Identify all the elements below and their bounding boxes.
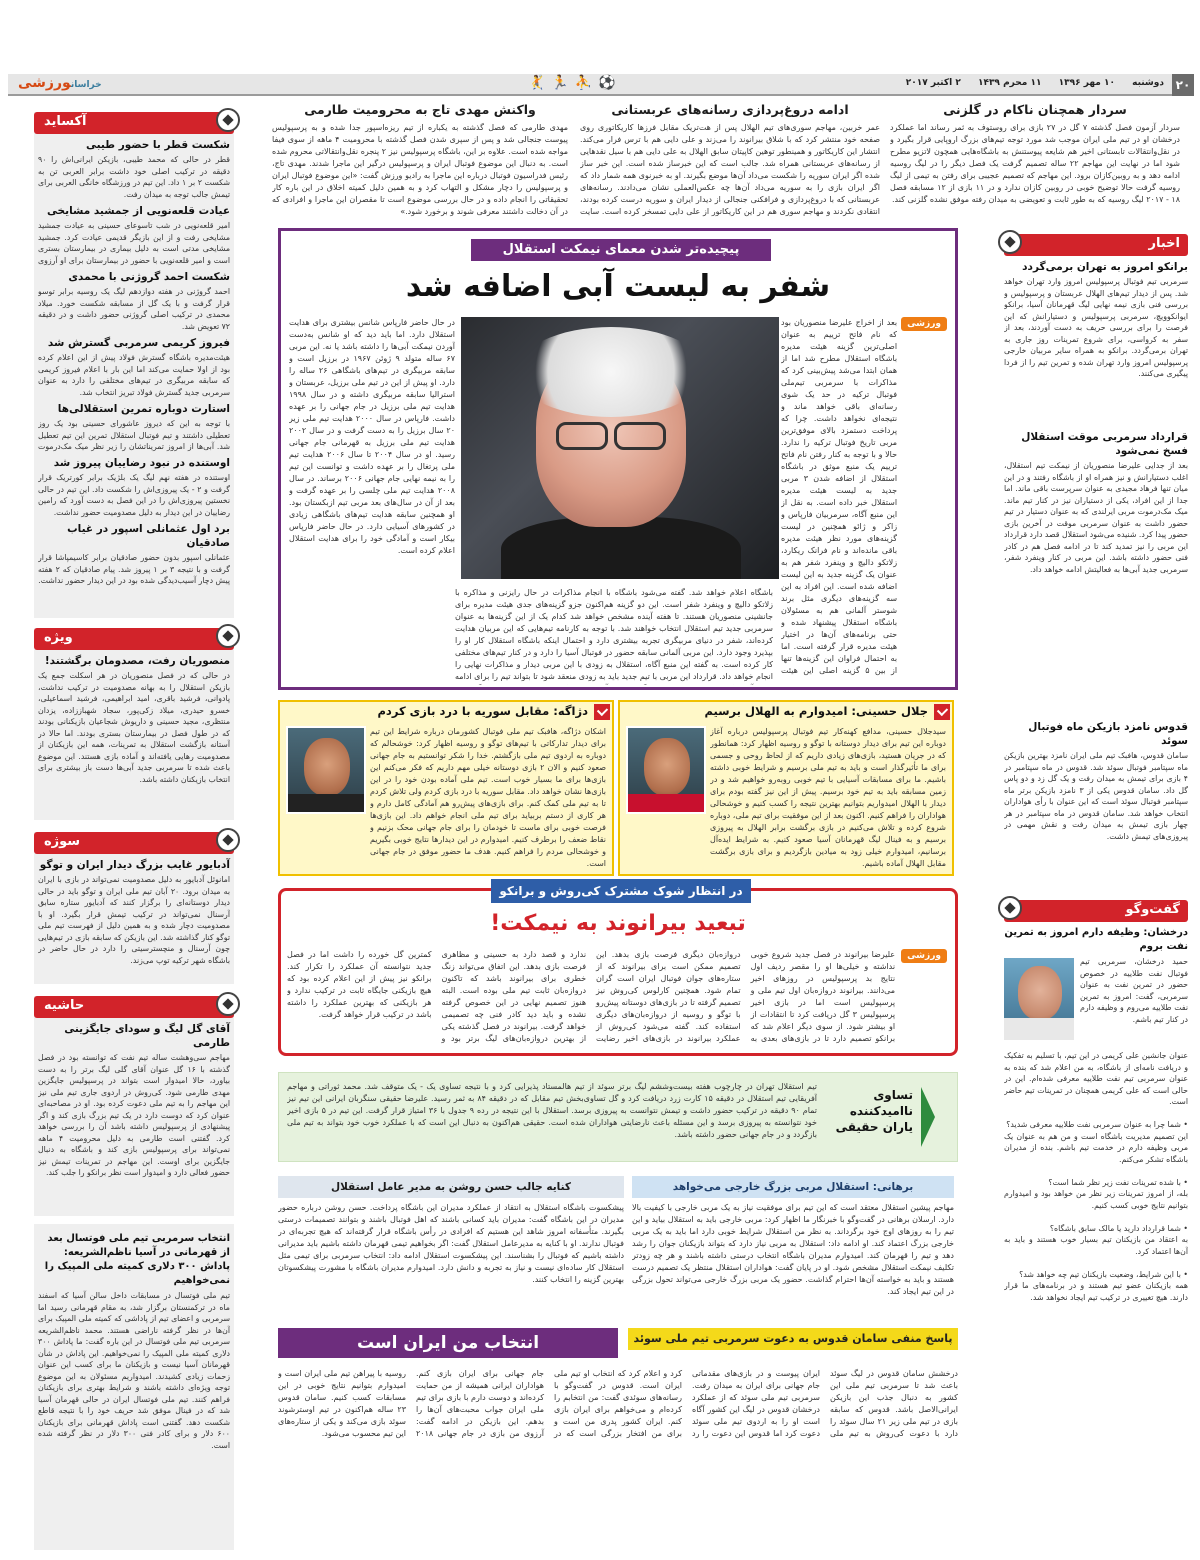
subject-body: امانوئل آدبایور به دلیل مصدومیت نمی‌تواند در بازی با ایران به میدان برود. ۲۰ آبان تیم ملی ایران و توگو باید در حالی دیدار دوستانه‌ای را برگزار کنند که آدبایور ستاره سابق آرسنال نمی‌تواند در ترکیب تیمش قرار بگیرد. او با مصدومیت دچار شده و به همین دلیل از فهرست تیم ملی توگو کنار گذاشته شد. این بازیکن که سابقه بازی در تیم‌هایی چون آرسنال و منچسترسیتی را دارد در حال حاضر در باشگاه شهر ترکیه توپ می‌زند. xyxy=(38,875,230,965)
section-title: گفت‌وگو xyxy=(1125,902,1180,917)
logo-prefix: خراسان xyxy=(70,80,102,90)
section-header-offside xyxy=(34,112,234,134)
margin-heading: آقای گل لیگ و سودای جایگزینی طارمی xyxy=(64,1023,230,1049)
interview-body: اشکان دژاگه، هافبک تیم ملی فوتبال کشورمان درباره شرایط این تیم برای دیدار تدارکاتی با تیم‌های توگو و روسیه اظهار کرد: خوشحالم که دوباره به اردوی تیم ملی بازگشتم. خدا را شکر توانستیم به جام جهانی صعود کنیم و الان ۲ بازی دوستانه خیلی مهم داریم که فکر می‌کنم این بازی‌ها برای ما بسیار خوب است. تیم ملی آماده بودن خود را در این بازی‌ها نشان خواهد داد. مقابل سوریه با درد بازی کردم ولی تلاش کردم تا به تیم ملی کمک کنم. برای بازی‌های پیش‌رو هم آمادگی کامل دارم و هر کاری از دستم بربیاید برای تیم ملی انجام خواهم داد. این بازی‌ها فرصت خوبی برای ماست تا خودمان را برای جام جهانی محک بزنیم و نقاط ضعف را برطرف کنیم. امیدوارم در این دیدارها نتایج خوبی بگیریم و خوشحالی مردم را فراهم کنیم. هدف ما حضور موفق در جام جهانی است. xyxy=(370,727,606,868)
futsal-heading: انتخاب سرمربی تیم ملی فوتسال بعد از قهرمانی در آسیا ناظم‌الشریعه: پاداش ۳۰۰ دلاری کمیته ملی المپیک را نمی‌خواهیم xyxy=(44,1233,230,1286)
green-body: تیم استقلال تهران در چارچوب هفته بیست‌وششم لیگ برتر سوئد از تیم هالمستاد پذیرایی کرد و با نتیجه تساوی یک - یک متوقف شد. محمد ثوراتی و مهاجم آفریقایی تیم استقلال در دقیقه ۱۵ کارت زرد دریافت کرد و گل تساوی‌بخش تیم مقابل که در دقیقه ۸۴ به ثمر رسید. علیرضا حقیقی سنگربان ایرانی این تیم نیز تمام ۹۰ دقیقه در ترکیب حضور داشت و تیمش نتوانست به پیروزی برسد. استقلال با این نتیجه در رده ۹ جدول با ۳۶ امتیاز قرار گرفت. این تیم در ۵ بازی اخیر خود نتوانسته به پیروزی برسد و این مسئله باعث نارضایتی هواداران شده است. حقیقی هم‌اکنون به دنبال این است که با عملکرد خوب خود بتواند به تیم ملی بازگردد و در جام جهانی حضور داشته باشد. xyxy=(287,1082,817,1139)
news-body: سرمربی تیم فوتبال پرسپولیس امروز وارد تهران خواهد شد. پس از دیدار تیم‌های الهلال عربستان و پرسپولیس و بررسی فنی بازی نیمه نهایی لیگ قهرمانان آسیا، برانکو ایوانکوویچ، سرمربی پرسپولیس و دستیارانش که این فرصت را برای بررسی حریف به دست آوردند، بعد از سفر به کرواسی، برای شروع تمرینات روز جاری به تهران برمی‌گردد. برانکو به همراه سایر مربیان خارجی پرسپولیس امروز وارد تهران شده و تمرین تیم را از فردا پیگیری می‌کنند. xyxy=(1004,277,1188,378)
top-story-1 xyxy=(890,102,1180,220)
offside-heading: اوستنده در نبود رضاییان پیروز شد xyxy=(53,457,230,469)
interview-body: سیدجلال حسینی، مدافع کهنه‌کار تیم فوتبال پرسپولیس درباره آغاز دوباره این تیم برای دیدار دوستانه با توگو و روسیه اظهار کرد: همانطور که در جریان هستید، بازی‌های زیادی داریم که از لحاظ روحی و جسمی برای ما تأثیرگذار است و باید به تیم ملی برسیم و شرایط خوبی داشته باشیم. ما برای مسابقات آسیایی با تیم خوبی روبه‌رو خواهیم شد و در زمین مسابقه باید به تیم خود برسیم. پیش از این نیز گفته بودم برای دیدار با الهلال امیدواریم بتوانیم بهترین نتیجه را کسب کنیم و خوشحالی هواداران را فراهم کنیم. اکنون بعد از این موفقیت برای تیم ملی، دوباره شروع کرده و تلاش می‌کنیم در بازی برگشت برابر الهلال به پیروزی برسیم و به فینال لیگ قهرمانان آسیا صعود کنیم. به شرایط ایده‌آل برسانیم، امیدوارم خیلی زود به میادین بازگردیم و برای بازی برگشت مقابل الهلال آماده باشیم. xyxy=(710,727,946,868)
section-title: ویژه xyxy=(44,630,73,645)
section-header-margin xyxy=(34,996,234,1018)
top-story-2 xyxy=(580,102,880,220)
news-heading: قدوس نامزد بازیکن ماه فوتبال سوئد xyxy=(1028,721,1188,747)
interview-title: دژاگه: مقابل سوریه با درد بازی کردم xyxy=(377,704,588,718)
darakhshan-photo xyxy=(1004,958,1074,1040)
futsal-body: تیم ملی فوتسال در مسابقات داخل سالن آسیا که اسفند ماه در ترکمنستان برگزار شد، به مقام قهرمانی رسید اما سرمربی و اعضای تیم از پاداشی که کمیته ملی المپیک برای آن‌ها در نظر گرفته ناراضی هستند. محمد ناظم‌الشریعه سرمربی تیم ملی فوتسال در این باره گفت: ما پاداش ۳۰۰ دلاری کمیته ملی المپیک را نمی‌خواهیم. این پاداش در شأن قهرمانان آسیا نیست و بازیکنان ما برای کسب این عنوان زحمات زیادی کشیدند. امیدواریم مسئولان به این موضوع توجه ویژه‌ای داشته باشند و شرایط بهتری برای بازیکنان فراهم کنند. تیم ملی فوتسال ایران در حالی قهرمان آسیا شد که در فینال موفق شد حریف خود را با نتیجه قاطع شکست دهد. گفتنی است پاداش قهرمانی برای بازیکنان ۶۰۰ دلار و برای کادر فنی ۳۰۰ دلار در نظر گرفته شده است. xyxy=(38,1291,230,1450)
top-story-body: عمر خربین، مهاجم سوری‌های تیم الهلال پس از هت‌تریک مقابل فرزها کاریکاتوری روی صفحه خود منتشر کرد که با شلاق بیرانوند را می‌زند و علی دایی هم با ترس فرار می‌کند. انتشار این کاریکاتور و همینطور توهین کاپیتان سابق الهلال به علی دایی هم با سیل نقدهایی از رسانه‌های عربستانی همراه شد. جالب است که این خبرساز شده است. این خبر ساز شده اگر ایران سوریه را شکست می‌داد آن‌ها موضع بگیرند. او به خبرنوی همه شمار داد که اگر ایران بازی را به سوریه می‌داد آن‌ها چه عکس‌العملی نشان می‌دادند. رسانه‌های عربستانی که با دروغ‌پردازی و فرافکنی جنجالی از دیدار ایران و سوریه درست کرده بودند، انتقادی نکردند و مهاجم سوری هم در این کاریکاتور از علی دایی تمسخر کرده است. سایت xyxy=(580,123,880,216)
feature-kicker: پیچیده‌تر شدن معمای نیمکت استقلال xyxy=(471,239,771,261)
offside-heading: شکست قطر با حضور طیبی xyxy=(85,139,230,151)
story-body: علیرضا بیرانوند در فصل جدید شروع خوبی نداشته و خیلی‌ها او را مقصر ردیف اول نتایج بد پرسپولیس در روزهای اخیر می‌دانند. بیرانوند دروازه‌بان اول تیم ملی و پرسپولیس است اما در بازی اخیر پرسپولیس ۳ گل دریافت کرد تا انتقادات از او بیشتر شود. از سوی دیگر اعلام شد که برانکو تصمیم دارد تا در بازی‌های بعدی به دروازه‌بان دیگری فرصت بازی بدهد. این تصمیم ممکن است برای بیرانوند که از ستاره‌های جوان فوتبال ایران است گران تمام شود. همچنین کارلوس کی‌روش نیز تصمیم گرفته تا در بازی‌های دوستانه پیش‌رو با توگو و روسیه از دروازه‌بان‌های دیگری استفاده کند. گفته می‌شود کی‌روش از عملکرد بیرانوند در بازی‌های اخیر رضایت ندارد و قصد دارد به حسینی و مظاهری فرصت بازی بدهد. این اتفاق می‌تواند زنگ خطری برای بیرانوند باشد که تاکنون دروازه‌بان ثابت تیم ملی بوده است. البته هنوز تصمیم نهایی در این خصوص گرفته نشده و باید دید کادر فنی چه تصمیمی خواهد گرفت. بیرانوند در فصل گذشته یکی از بهترین دروازه‌بان‌های لیگ برتر بود و کمترین گل خورده را داشت اما در فصل جدید نتوانسته آن عملکرد را تکرار کند. برانکو نیز پیش از این اعلام کرده بود که هیچ بازیکنی جایگاه ثابت در ترکیب ندارد و هر بازیکنی که بهترین عملکرد را داشته باشد در ترکیب قرار خواهد گرفت. xyxy=(287,950,896,1043)
source-badge: ورزشی xyxy=(901,317,947,331)
football-icon xyxy=(216,624,240,648)
dejagah-photo xyxy=(286,726,366,814)
offside-body: اوستنده در هفته نهم لیگ یک بلژیک برابر کورتریک قرار گرفت و ۲ - یک پیروزی‌اش را شکست داد. این تیم در حالی نخستین پیروزی‌اش را در این فصل به دست آورد که رامین رضاییان در این دیدار به دلیل مصدومیت حضور نداشت. xyxy=(38,473,230,517)
section-header-subject xyxy=(34,832,234,854)
offside-body: عثمانلی اسپور بدون حضور صادقیان برابر کاسیمپاشا قرار گرفت و با نتیجه ۳ بر ۱ پیروز شد. پیام صادقیان که ۲ هفته پیش دچار آسیب‌دیدگی شده بود در این دیدار حضور نداشت. xyxy=(38,553,230,585)
top-story-title: ادامه دروغ‌پردازی رسانه‌های عربستانی xyxy=(611,102,849,117)
offside-heading: استارت دوباره تمرین استقلالی‌ها xyxy=(57,403,230,415)
left-sidebar-margin xyxy=(34,996,234,1216)
feature-text-left: در حال حاضر فارپاس شانس بیشتری برای هدایت استقلال دارد. اما باید دید که او شانس به‌دست آوردن نیمکت آبی‌ها را داشته باشد یا نه. این مربی ۶۷ ساله متولد ۹ ژوئن ۱۹۶۷ در برزیل است و سابقه مربیگری در تیم‌های باشگاهی ۲۶ ساله را دارد. او پیش از این در تیم ملی برزیل، عربستان و استرالیا سابقه مربیگری داشته و در سال ۱۹۹۸ هدایت تیم ملی برزیل در جام جهانی را بر عهده داشت. فارپاس در سال ۲۰۰۰ هدایت تیم ملی زیر ۲۰ سال برزیل را به دست گرفت و در سال ۲۰۰۲ هدایت تیم ملی برزیل به قهرمانی جام جهانی رسید. او در سال ۲۰۰۴ تا سال ۲۰۰۶ هدایت تیم ملی پرتغال را بر عهده داشت و توانست این تیم را به نیمه نهایی جام جهانی ۲۰۰۶ برساند. در سال ۲۰۰۸ هدایت تیم ملی چلسی را بر عهده گرفت و بعد از آن در سال‌های بعد مربی تیم ازبکستان بود. او همچنین سابقه هدایت تیم‌های باشگاهی زیادی در کشورهای آسیایی دارد. در حال حاضر فارپاس بیکار است و آمادگی خود را برای هدایت استقلال اعلام کرده است. xyxy=(289,318,455,555)
interview-intro: حمید درخشان، سرمربی تیم فوتبال نفت طلاییه در خصوص حضور در تمرین نفت به عنوان سرمربی، گفت: امروز به تمرین نفت طلاییه می‌روم و وظیفه دارم در کنار تیم باشم. xyxy=(1080,957,1188,1024)
date-solar: ۱۰ مهر ۱۳۹۶ xyxy=(1058,78,1115,88)
ghoddos-story xyxy=(278,1328,958,1550)
date-day: دوشنبه xyxy=(1132,78,1164,88)
top-story-body: سردار آزمون فصل گذشته ۷ گل در ۲۷ بازی برای روستوف به ثمر رساند اما عملکرد درخشان او در تیم ملی ایران موجب شد مورد توجه تیم‌های بزرگ اروپایی قرار بگیرد و در نقل‌وانتقالات تابستانی اخیر هم شایعه پیوستنش به باشگاه‌هایی همچون لاتزیو مطرح شود اما در نهایت این مهاجم ۲۲ ساله تصمیم گرفت یک فصل دیگر را در لیگ روسیه ادامه دهد و به روبین‌کازان برود. این مهاجم که تصمیم عجیبی برای رفتن به تیمی از لیگ روسیه گرفت حالا توضیح خوبی در روبین کازان ندارد و در ۱۱ بازی از ۱۲ مسابقه فصل ۱۸ - ۲۰۱۷ لیگ روسیه که به طور ثابت و تعویضی به میدان رفته موفق نشده گلزنی کند. xyxy=(890,123,1180,204)
story-kicker: در انتظار شوک مشترک کی‌روش و برانکو xyxy=(491,879,751,903)
masthead-date xyxy=(892,78,1164,88)
football-icon xyxy=(998,896,1022,920)
news-body: سامان قدوس، هافبک تیم ملی ایران نامزد بهترین بازیکن ماه سپتامبر فوتبال سوئد شد. قدوس در ماه سپتامبر در ۴ بازی برای تیمش به میدان رفت و یک گل زد و دو پاس گل داد. سامان قدوس یکی از ۳ نامزد بازیکن برتر ماه سپتامبر فوتبال سوئد است که این عنوان با رأی هواداران انتخاب خواهد شد. سامان قدوس در ماه سپتامبر در هر چهار بازی تیمش به میدان رفت و نقش مهمی در پیروزی‌های تیمش داشت. xyxy=(1004,751,1188,841)
logo-main: ورزشی xyxy=(18,75,71,91)
checkbox-marker-icon xyxy=(594,704,610,720)
roshan-title: کنایه جالب حسن روشن به مدیر عامل استقلال xyxy=(278,1176,624,1198)
football-icon xyxy=(216,108,240,132)
right-sidebar-interview xyxy=(1004,900,1188,1550)
right-sidebar-news xyxy=(1004,234,1188,896)
ghoddos-body: درخشش سامان قدوس در لیگ سوئد باعث شد تا سرمربی تیم ملی این کشور به دنبال جذب این بازیکن ایرانی‌الاصل باشد. قدوس که سابقه بازی در تیم ملی زیر ۲۱ سال سوئد را دارد با دعوت کی‌روش به تیم ملی ایران پیوست و در بازی‌های مقدماتی جام جهانی برای ایران به میدان رفت. سرمربی تیم ملی سوئد که از عملکرد درخشان قدوس در لیگ این کشور آگاه است او را به اردوی تیم ملی سوئد دعوت کرد اما قدوس این دعوت را رد کرد و اعلام کرد که انتخاب او تیم ملی ایران است. قدوس در گفت‌وگو با رسانه‌های سوئدی گفت: من انتخابم را کرده‌ام و می‌خواهم برای ایران بازی کنم. ایران کشور پدری من است و برای من افتخار بزرگی است که در جام جهانی برای ایران بازی کنم. هواداران ایرانی همیشه از من حمایت کرده‌اند و دوست دارم با بازی برای تیم ملی ایران جواب محبت‌های آن‌ها را بدهم. این بازیکن در ادامه گفت: آرزوی من بازی در جام جهانی ۲۰۱۸ روسیه با پیراهن تیم ملی ایران است و امیدوارم بتوانیم نتایج خوبی در این مسابقات کسب کنیم. سامان قدوس ۲۳ ساله هم‌اکنون در تیم اوسترشوند سوئد بازی می‌کند و یکی از ستاره‌های این تیم محسوب می‌شود. xyxy=(278,1369,958,1438)
section-title: آکساید xyxy=(44,114,87,129)
beiranvand-story xyxy=(278,884,958,1056)
green-title: تساوی ناامیدکننده یاران حقیقی xyxy=(835,1088,913,1134)
borhani-body: مهاجم پیشین استقلال معتقد است که این تیم برای موفقیت نیاز به یک مربی خارجی با کیفیت بالا دارد. ارسلان برهانی در گفت‌وگو با خبرنگار ما اظهار کرد: مربی خارجی باید به استقلال بیاید و این تیم را به روزهای اوج خود برگرداند. به نظر من استقلال شرایط خوبی دارد اما باید به یک مربی خارجی بزرگ اعتماد کند. او ادامه داد: استقلال به مربی نیاز دارد که بتواند بازیکنان جوان را رشد دهد و تیم را قهرمان کند. امیدوارم مدیران باشگاه انتخاب درستی داشته باشند و هر چه زودتر تکلیف نیمکت استقلال مشخص شود. او در پایان گفت: هواداران استقلال منتظر یک تصمیم درست هستند و باید به خواسته آن‌ها احترام گذاشت. حضور یک مربی بزرگ خارجی می‌تواند تحول بزرگی در این تیم ایجاد کند. xyxy=(632,1203,954,1296)
date-lunar: ۱۱ محرم ۱۴۳۹ xyxy=(977,78,1042,88)
football-icon xyxy=(216,828,240,852)
story-headline: تبعید بیرانوند به نیمکت! xyxy=(490,911,746,936)
offside-heading: شکست احمد گروژنی با محمدی xyxy=(68,271,230,283)
section-title: اخبار xyxy=(1148,236,1180,251)
roshan-body: پیشکسوت باشگاه استقلال به انتقاد از عملکرد مدیران این باشگاه پرداخت. حسن روشن درباره حضور مدیران در این باشگاه گفت: مدیران باید کسانی باشند که اهل فوتبال باشند و بتوانند تصمیمات درستی بگیرند. متأسفانه امروز شاهد این هستیم که افرادی در رأس باشگاه قرار گرفته‌اند که هیچ تجربه‌ای در فوتبال ندارند. او با کنایه به مدیرعامل استقلال گفت: اگر بخواهیم تیمی قهرمان داشته باشیم باید مدیرانی داشته باشیم که فوتبال را بشناسند. این پیشکسوت استقلال ادامه داد: انتخاب سرمربی برای تیمی مثل استقلال کار ساده‌ای نیست و نیاز به تجربه و دانش دارد. امیدوارم مدیران باشگاه با مشورت پیشکسوتان بهترین گزینه را انتخاب کنند. xyxy=(278,1203,624,1284)
offside-body: امیر قلعه‌نویی در شب تاسوعای حسینی به عیادت جمشید مشایخی رفت و از این بازیگر قدیمی عیادت کرد. جمشید مشایخی مدتی است به دلیل بیماری در بیمارستان بستری است و امیر قلعه‌نویی با حضور در بیمارستان برای او آرزوی xyxy=(38,221,230,265)
feature-article xyxy=(278,228,958,690)
left-sidebar-futsal xyxy=(34,1224,234,1550)
left-sidebar-special xyxy=(34,628,234,820)
interview-dejagah xyxy=(278,700,614,876)
arrow-marker-icon xyxy=(921,1087,935,1147)
offside-body: احمد گروژنی در هفته دوازدهم لیگ یک روسیه برابر توسو قرار گرفت و با یک گل از مسابقه شکست خورد. میلاد محمدی در ترکیب اصلی گروژنی حضور داشت و در دقیقه ۷۲ تعویض شد. xyxy=(38,287,230,331)
offside-heading: برد اول عثمانلی اسپور در غیاب صادقیان xyxy=(67,523,230,549)
hosseini-photo xyxy=(626,726,706,814)
top-story-title: واکنش مهدی تاج به محرومیت طارمی xyxy=(304,102,536,117)
feature-headline: شفر به لیست آبی اضافه شد xyxy=(405,269,831,304)
margin-body: مهاجم سی‌وهشت ساله تیم نفت که توانسته بود در فصل گذشته با ۱۶ گل عنوان آقای گلی لیگ برتر را به دست بیاورد، حالا امیدوار است بتواند در پرسپولیس جایگزین مهدی طارمی شود. کی‌روش در اردوی جاری تیم ملی نیز این مهاجم را به تیم ملی دعوت کرده بود. او در مصاحبه‌ای عنوان کرد که دوست دارد در یک تیم بزرگ بازی کند و اگر پیشنهادی از پرسپولیس داشته باشد آن را بررسی خواهد کرد. گفتنی است طارمی به دلیل محرومیت ۴ ماهه نمی‌تواند برای پرسپولیس بازی کند و باشگاه به دنبال جایگزین برای اوست. این مهاجم در تمرینات تیمش نیز حضور فعالی دارد و امیدوار است نظر برانکو را جلب کند. xyxy=(38,1053,230,1177)
page-number: ۲۰ xyxy=(1172,74,1194,96)
news-body: بعد از جدایی علیرضا منصوریان از نیمکت تیم استقلال، اغلب دستیارانش و نیز همراه او از باشگاه رفتند و در این میان تنها فرهاد مجیدی به عنوان سرپرست باقی ماند. اما جدا از این افراد، یکی از دستیاران نیز در کنار تیم ماند. میک مک‌درموت مربی ایرلندی که به عنوان دستیار در تیم حضور داشت به عنوان سرمربی موقت در آخرین بازی حضور پیدا کرد. شنیده می‌شود استقلال قصد دارد قرارداد این مربی را نیز تمدید کند تا در ادامه فصل هم در کادر فنی حضور داشته باشد. این مربی در کنار وینفرد شفر، سرمربی جدید آبی‌ها به فعالیتش ادامه خواهد داد. xyxy=(1004,461,1188,574)
masthead xyxy=(8,74,1194,96)
interview-body: عنوان جانشین علی کریمی در این تیم، با تسلیم به تفکیک و دریافت نامه‌ای از باشگاه، به من اعلام شد که بنده به عنوان سرمربی تیم نفت طلاییه معرفی شده‌ام. این در حالی است که علی کریمی همچنان در تمرینات تیم حاضر است. • شما چرا به عنوان سرمربی نفت طلاییه معرفی شدید؟ این تصمیم مدیریت باشگاه است و من هم به عنوان یک مربی وظیفه دارم در خدمت تیم باشم. بنده از مدیران باشگاه تشکر می‌کنم. • با شده تمرینات نفت زیر نظر شما است؟ بله، از امروز تمرینات زیر نظر من خواهد بود و امیدوارم بتوانیم نتایج خوبی کسب کنیم. • شما قرارداد دارید یا مالک سابق باشگاه؟ به اعتقاد من بازیکنان تیم بسیار خوب هستند و باید به آن‌ها اعتماد کرد. • با این شرایط، وضعیت بازیکنان تیم چه خواهد شد؟ همه بازیکنان عضو تیم هستند و در برنامه‌های ما قرار دارند. هیچ تغییری در ترکیب تیم ایجاد نخواهد شد. xyxy=(1004,1051,1188,1302)
offside-body: قطر در حالی که محمد طیبی، بازیکن ایرانی‌اش را ۹۰ دقیقه در ترکیب اصلی خود داشت برابر العربی تن به شکست ۲ بر ۱ داد. این تیم در ورزشگاه خانگی العربی برای تیمش جالب توجه به میدان رفت. xyxy=(38,155,230,199)
offside-heading: عیادت قلعه‌نویی از جمشید مشایخی xyxy=(46,205,230,217)
borhani-title: برهانی: استقلال مربی بزرگ خارجی می‌خواهد xyxy=(632,1176,954,1198)
schaefer-photo xyxy=(461,317,779,579)
ghoddos-headline: انتخاب من ایران است xyxy=(278,1328,618,1358)
haghighi-story xyxy=(278,1072,958,1162)
source-badge: ورزشی xyxy=(901,949,947,963)
date-gregorian: ۲ اکتبر ۲۰۱۷ xyxy=(905,78,961,88)
borhani-story xyxy=(632,1176,954,1316)
offside-heading: فیروز کریمی سرمربی گسترش شد xyxy=(47,337,230,349)
feature-text-middle: باشگاه اعلام خواهد شد. گفته می‌شود باشگاه با انجام مذاکرات در حال رایزنی و مذاکره با زلاتکو دالیچ و وینفرد شفر است. این دو گزینه هم‌اکنون جزو گزینه‌های جدی هیئت مدیره برای جانشینی منصوریان هستند. تا هفته آینده مشخص خواهد شد کدام یک از این گزینه‌ها به عنوان سرمربی جدید تیم استقلال انتخاب خواهند شد. با توجه به کارنامه تیم‌هایی که این مربیان هدایت کرده‌اند، شفر در دنیای مربیگری تجربه بیشتری دارد و احتمال اینکه باشگاه استقلال کار او را بپذیرد وجود دارد. این مربی آلمانی سابقه حضور در فوتبال آسیا را دارد و در کنار تیم‌های مختلفی کار کرده است. به گفته این منبع آگاه، استقلال به زودی با این مربی دیدار و مذاکرات نهایی را انجام خواهد داد. قرارداد این مربی با تیم جدید باید به زودی منعقد شود تا بتواند تیم را برای ادامه xyxy=(455,588,773,681)
section-header-interview xyxy=(1004,900,1188,922)
roshan-story xyxy=(278,1176,624,1316)
offside-body: با توجه به این که دیروز عاشورای حسینی بود یک روز تعطیلی داشتند و تیم فوتبال استقلال تمرین این تیم تعطیل شد. آبی‌ها از امروز تمریناتشان را زیر نظر میک مک‌درموت xyxy=(38,419,230,451)
feature-text-right: بعد از اخراج علیرضا منصوریان بود که نام فاتح ترییم به عنوان اصلی‌ترین گزینه هیئت مدیره باشگاه استقلال مطرح شد اما از همان ابتدا می‌شد پیش‌بینی کرد که مذاکرات با سرمربی تیم‌ملی فوتبال ترکیه در حد یک شوی رسانه‌ای باقی خواهد ماند و نتیجه‌ای نخواهد داشت. چرا که پرداخت دستمزد بالای موفق‌ترین مربی تاریخ فوتبال ترکیه را ندارد. حالا و با توجه به کنار رفتن نام فاتح ترییم یک منبع موثق در باشگاه استقلال از اضافه شدن ۳ مربی جدید به لیست هیئت مدیره استقلال خبر داده است. به نقل از این منبع آگاه، سرمربیان فارپاس و زاکر و ژائو همچنین در لیست گزینه‌های مورد نظر هیئت مدیره باقی مانده‌اند و نام فرانک ریکارد، زلاتکو دالیچ و وینفرد شفر هم به عنوان یک گزینه جدید به این لیست اضافه شده است. این افراد به این سه گزینه‌های دیگری مثل برند شوستر آلمانی هم به مسئولان باشگاه استقلال پیشنهاد شده و حتی برنامه‌های آن‌ها در اختیار هیئت مدیره قرار گرفته است. اما به احتمال فراوان این گزینه‌ها تنها از بین ۵ گزینه اصلی این هیئت xyxy=(781,318,898,675)
left-sidebar-subject xyxy=(34,832,234,984)
news-heading: قرارداد سرمربی موقت استقلال فسخ نمی‌شود xyxy=(1021,431,1188,457)
section-header-special xyxy=(34,628,234,650)
football-icon xyxy=(998,230,1022,254)
left-sidebar-offside xyxy=(34,112,234,618)
subject-heading: آدبایور غایب بزرگ دیدار ایران و توگو xyxy=(39,859,230,871)
offside-body: هیئت‌مدیره باشگاه گسترش فولاد پیش از این اعلام کرده بود از اولا حمایت می‌کند اما این بار با اعلام فیروز کریمی که سابقه مربیگری در تیم‌های مختلفی را دارد به عنوان سرمربی جدید گسترش فولاد تبریز انتخاب شد. xyxy=(38,353,230,397)
top-story-title: سردار همچنان ناکام در گلزنی xyxy=(943,102,1127,117)
interview-title: جلال حسینی: امیدوارم به الهلال برسیم xyxy=(704,704,928,718)
section-title: حاشیه xyxy=(44,998,85,1013)
feature-col-right xyxy=(781,317,947,677)
checkbox-marker-icon xyxy=(934,704,950,720)
football-icon xyxy=(216,992,240,1016)
section-title: سوژه xyxy=(44,834,81,849)
special-heading: منصوریان رفت، مصدومان برگشتند! xyxy=(44,655,230,667)
news-heading: برانکو امروز به تهران برمی‌گردد xyxy=(1022,261,1188,273)
sport-pictograms-icon: ⚽⛹🏃🤾 xyxy=(528,75,622,91)
top-story-body: مهدی طارمی که فصل گذشته به یکباره از تیم ریزه‌اسپور جدا شده و به پرسپولیس پیوست جنجالی شد و پس از سپری شدن فصل گذشته با محرومیت ۴ ماهه از سوی فیفا مواجه شده است. علاوه بر این، باشگاه پرسپولیس نیز ۲ پنجره نقل‌وانتقالاتی محروم شده است. به دنبال این موضوع فوتبال ایران و پرسپولیس درگیر این ماجرا شدند. مهدی تاج، رئیس فدراسیون فوتبال درباره این ماجرا به رادیو ورزش گفت: «این موضوع فوتبال ایران و پرسپولیس را دچار مشکل و التهاب کرد و به همین دلیل کمیته اخلاق در این باره کار تحقیقاتی را انجام داده و در حال بررسی موضوع است تا مقصران این ماجرا و افرادی که در آن دخالت داشتند معرفی شوند و برخورد شود.» xyxy=(272,123,568,216)
special-body: در حالی که در فصل منصوریان در هر اسکلت جمع یک بازیکن استقلال را به بهانه مصدومیت در ترکیب نداشت، پادوانی، فرشید باقری، امید ابراهیمی، فرشید اسماعیلی، خسرو حیدری، میلاد زکی‌پور، سجاد شهباززاده، یزدان منتظری، مجید حسینی و داریوش شجاعیان بازیکنانی بودند که در طول فصل در بیمارستان بستری بودند. اما حالا در آستانه بازگشت استقلال به تمرینات، همه این بازیکنان از مصدومیت رهایی یافته‌اند و آماده بازی هستند. این موضوع باعث شده تا سرمربی جدید آبی‌ها دست باز بیشتری برای انتخاب بازیکنان داشته باشد. xyxy=(38,671,230,784)
interview-hosseini xyxy=(618,700,954,876)
interview-heading: درخشان: وظیفه دارم امروز به تمرین نفت بروم xyxy=(1004,927,1188,952)
top-story-3 xyxy=(272,102,568,220)
masthead-logo xyxy=(18,75,106,91)
ghoddos-kicker: پاسخ منفی سامان قدوس به دعوت سرمربی تیم ملی سوئد xyxy=(628,1328,958,1350)
section-header-news xyxy=(1004,234,1188,256)
